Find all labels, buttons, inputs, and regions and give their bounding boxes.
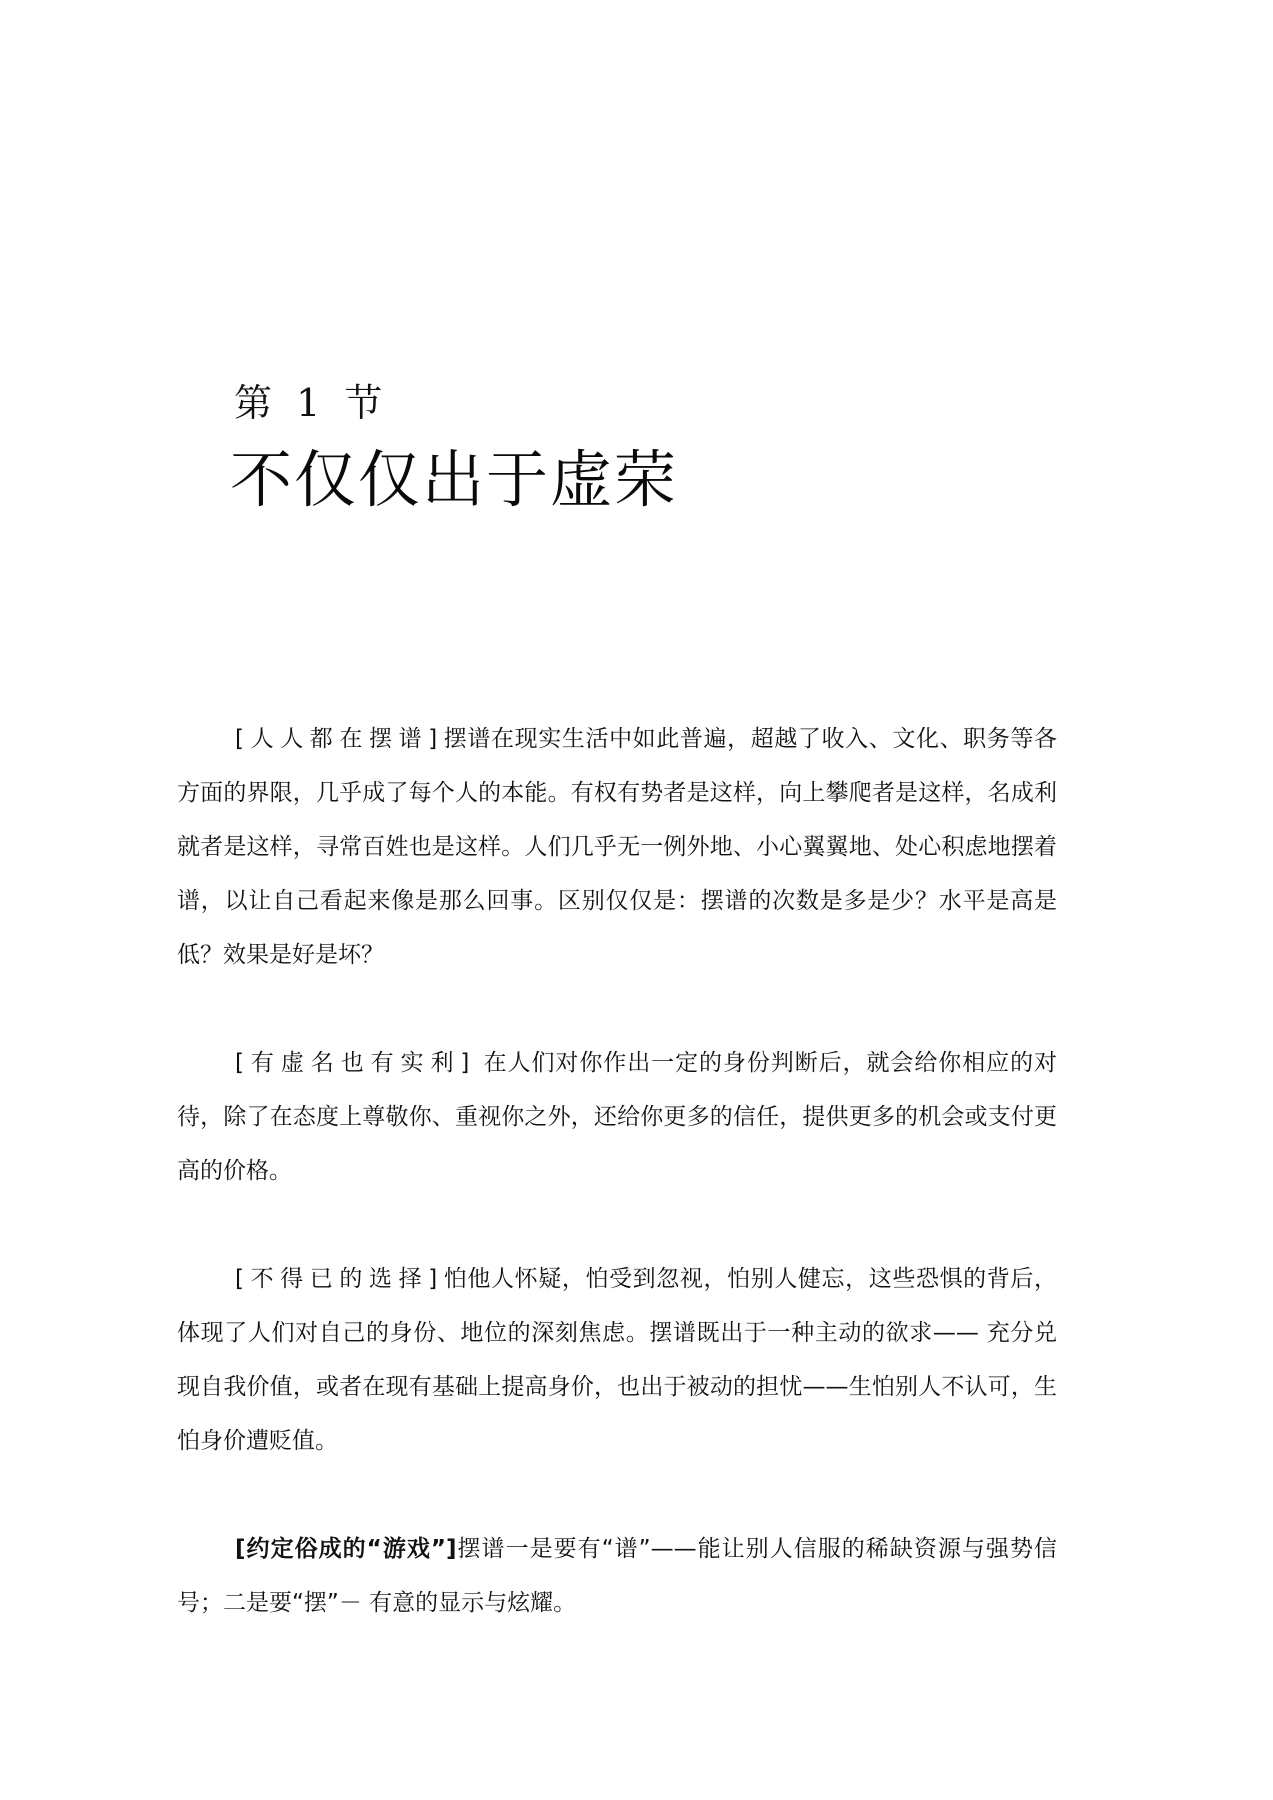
paragraph-tag: [人人都在摆谱]	[235, 726, 444, 752]
paragraph-tag: [有虚名也有实利]	[235, 1050, 476, 1076]
paragraph	[177, 712, 1057, 982]
paragraph-tag: [不得已的选择]	[235, 1266, 444, 1292]
paragraph-tag: [约定俗成的“游戏”]	[235, 1536, 457, 1562]
body-text	[177, 712, 1057, 1684]
section-number: 第 1 节	[234, 381, 389, 425]
paragraph-text: 摆谱在现实生活中如此普遍，超越了收入、文化、职务等各方面的界限，几乎成了每个人的本能。有权有势者是这样，向上攀爬者是这样，名成利就者是这样，寻常百姓也是这样。人们几乎无一例外地、小心翼翼地、处心积虑地摆着谱，以让自己看起来像是那么回事。区别仅仅是：摆谱的次数是多是少？水平是高是低？效果是好是坏？	[177, 726, 1057, 968]
section-title: 不仅仅出于虚荣	[230, 443, 679, 516]
paragraph-text: 在人们对你作出一定的身份判断后，就会给你相应的对待，除了在态度上尊敬你、重视你之外，还给你更多的信任，提供更多的机会或支付更高的价格。	[177, 1050, 1058, 1184]
paragraph	[177, 1036, 1057, 1198]
paragraph-text: 摆谱一是要有“谱”——能让别人信服的稀缺资源与强势信号；二是要“摆”－ 有意的显示与炫耀。	[177, 1536, 1057, 1616]
paragraph-text: 怕他人怀疑，怕受到忽视，怕别人健忘，这些恐惧的背后，体现了人们对自己的身份、地位的深刻焦虑。摆谱既出于一种主动的欲求—— 充分兑现自我价值，或者在现有基础上提高身价，也出于被动的担忧——生怕别人不认可，生怕身价遭贬值。	[177, 1266, 1057, 1454]
paragraph	[177, 1252, 1057, 1468]
paragraph	[177, 1522, 1057, 1630]
